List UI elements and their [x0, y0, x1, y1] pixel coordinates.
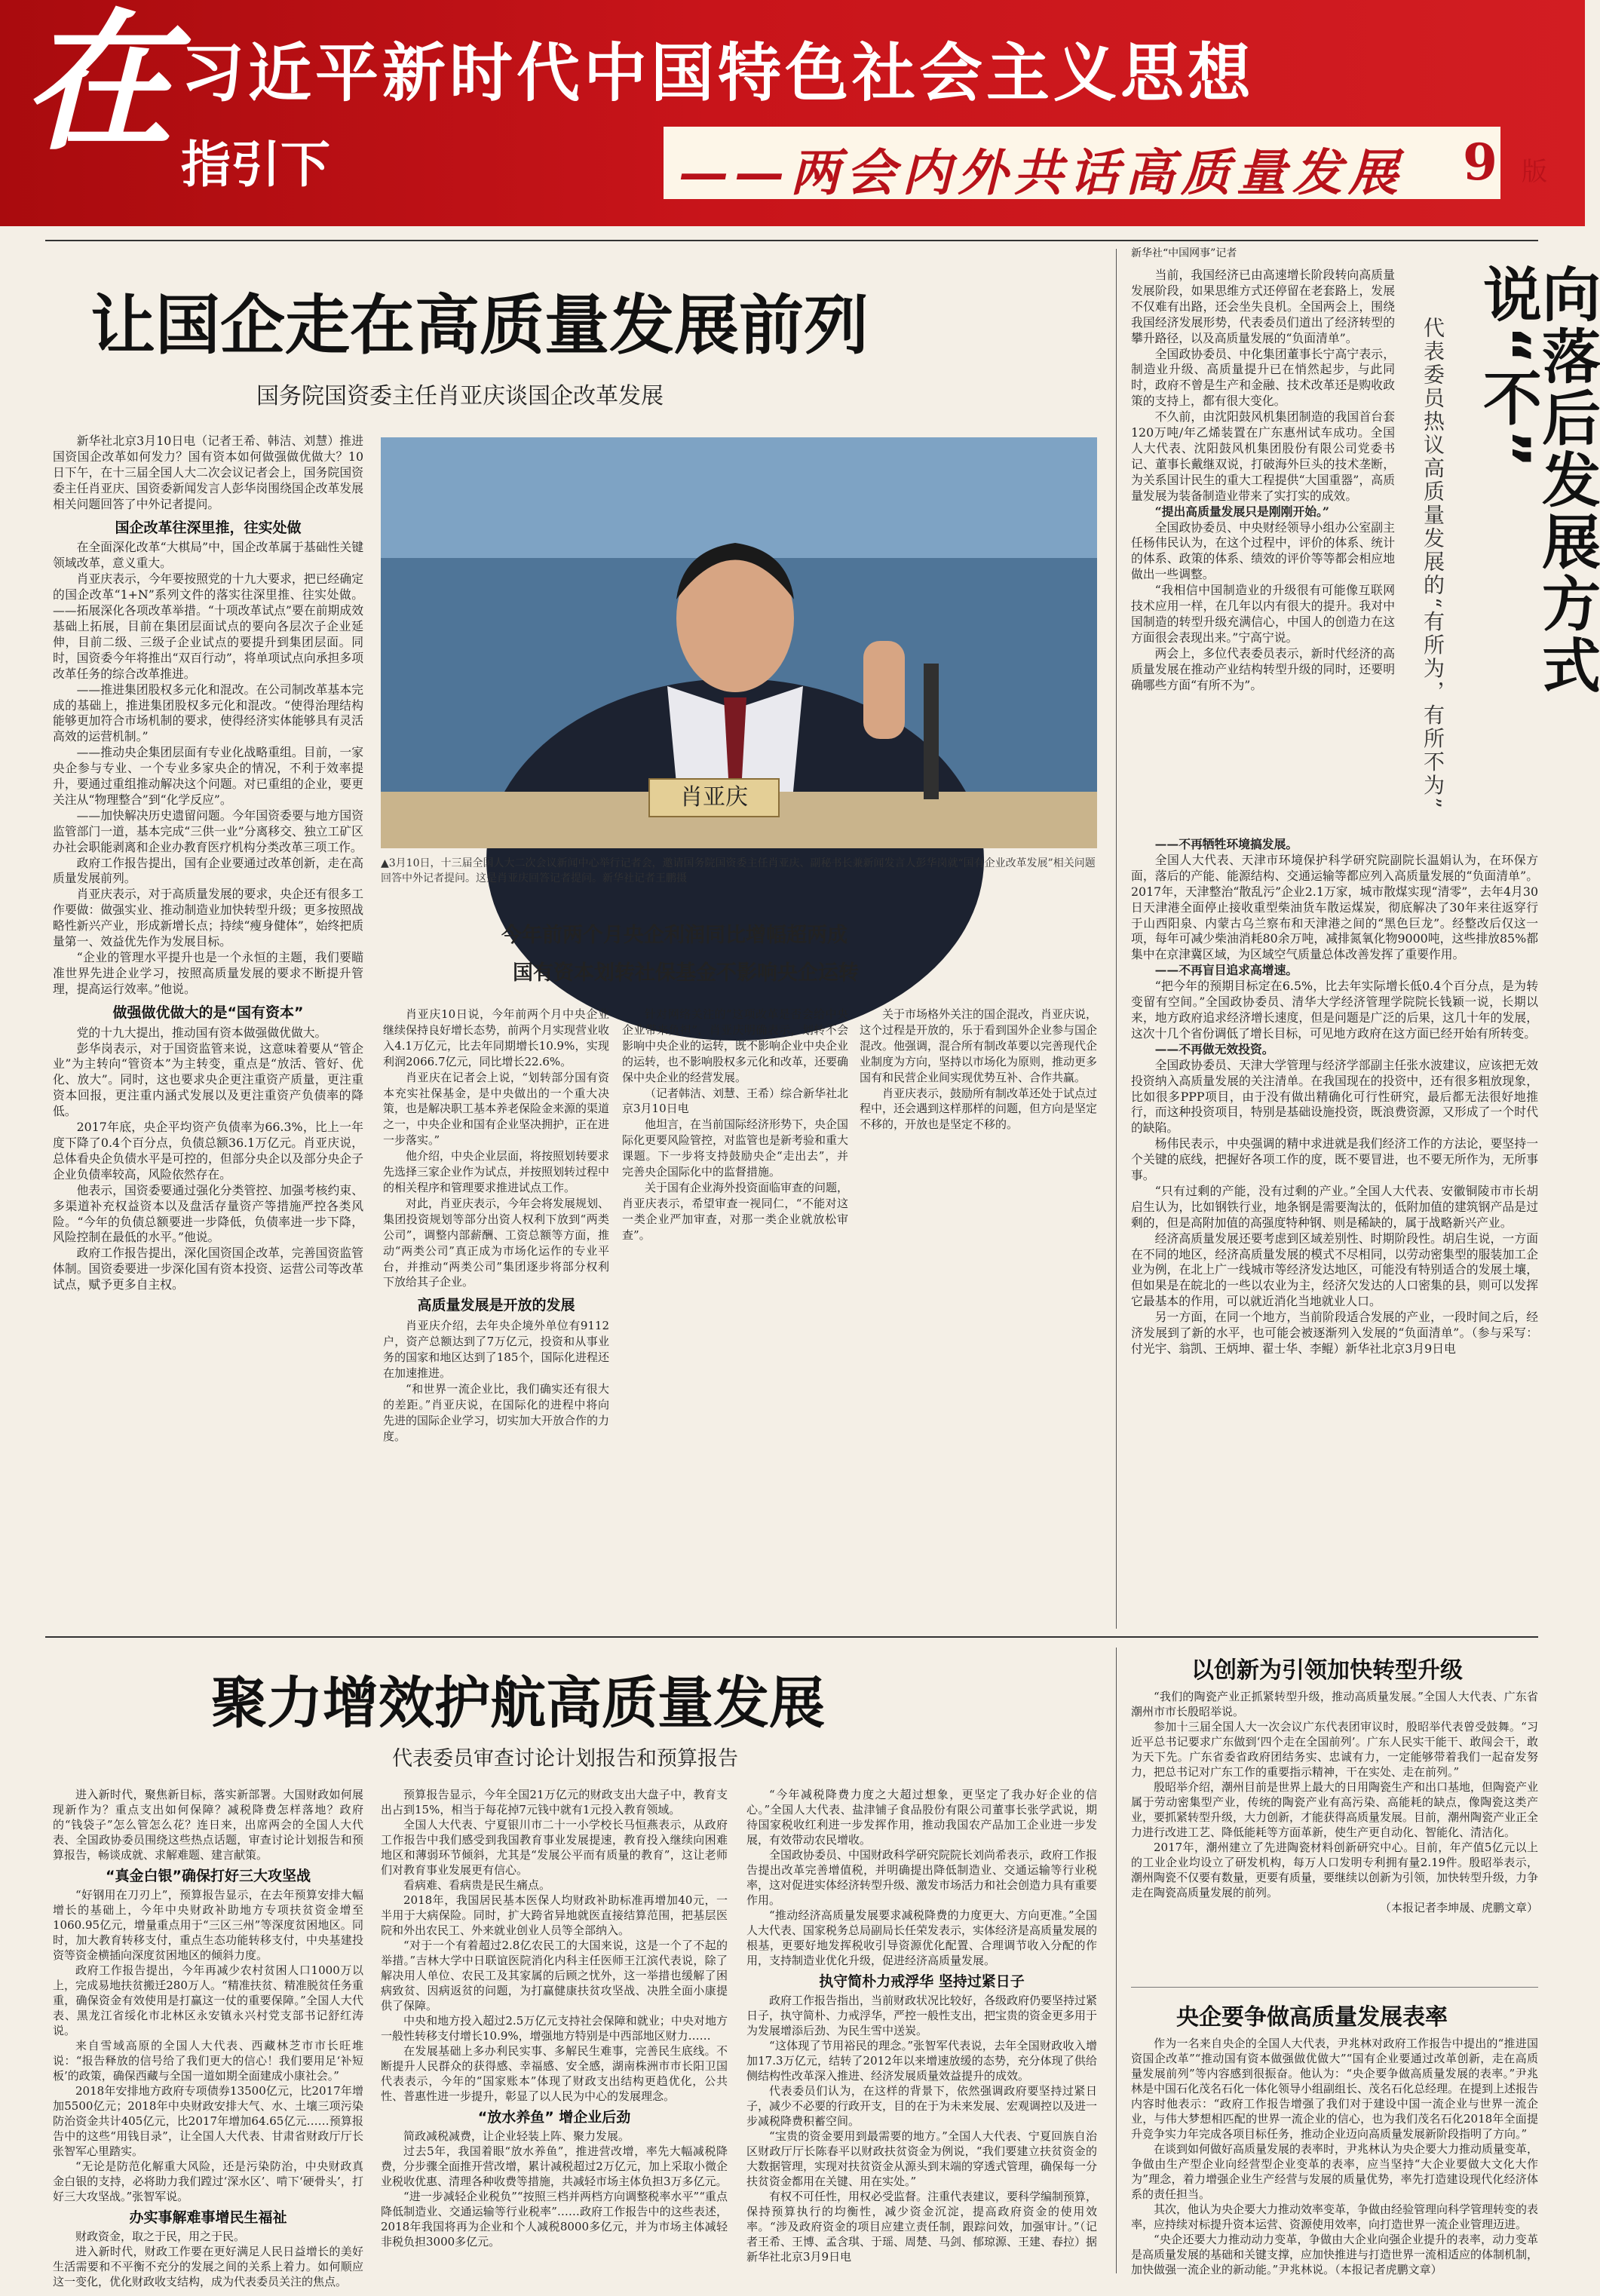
paragraph: 政府工作报告提出，今年再减少农村贫困人口1000万以上，完成易地扶贫搬迁280万人。“精准扶贫、精准脱贫任务重重，确保资金有效使用是打赢这一仗的重要保障。”全国人大代表、黑龙江省绥化市北林区永安镇永兴村党支部书记舒红涛说。 [53, 1963, 363, 2037]
byline: （本报记者李坤晟、虎鹏文章） [1379, 1901, 1538, 1914]
paragraph: 全国政协委员、天津大学管理与经济学部副主任张水波建议，应该把无效投资纳入高质量发展的关注清单。在我国现在的投资中，还有很多粗放现象，比如很多PPP项目，由于没有做出精确化可行性研究，最后都无法很好地推行，而这种投资项目，特别是基础设施投资，既浪费资源，又形成了一个时代的缺陷。 [1131, 1057, 1538, 1136]
paragraph: 在发展基础上多办利民实事、多解民生难事，完善民生底线。不断提升人民群众的获得感、幸福感、安全感，湖南株洲市市长阳卫国代表表示，今年的“国家账本”体现了财政支出结构更趋优化，公共性、普惠性进一步提升，彰显了以人民为中心的发展理念。 [381, 2044, 728, 2103]
name-plate: 肖亚庆 [648, 778, 780, 817]
article1-mid-head1: 今年前两个月央企利润同比增幅超两成 [501, 924, 848, 947]
paragraph: 2018年，我国居民基本医保人均财政补助标准再增加40元，一半用于大病保险。同时，扩大跨省异地就医直接结算范围，把基层医院和外出农民工、外来就业创业人员等全部纳入。 [381, 1893, 728, 1937]
paragraph: 他介绍，中央企业层面，将按照划转要求先选择三家企业作为试点，并按照划转过程中的相关程序和管理要求推进试点工作。 [383, 1149, 610, 1194]
paragraph: “和世界一流企业比，我们确实还有很大的差距。”肖亚庆说，在国际化的进程中将向先进的国际企业学习，切实加大开放合作的力度。 [383, 1381, 610, 1443]
article2-section-heading: 办实事解难事增民生福祉 [129, 2209, 287, 2226]
side-article-title: 向落后发展方式说“不” [1473, 264, 1600, 697]
masthead-line2: 指引下 [181, 136, 330, 194]
paragraph: 参加十三届全国人大一次会议广东代表团审议时，殷昭举代表曾受鼓舞。“习近平总书记要求广东做到‘四个走在全国前列’。广东人民实干能干、敢闯会干，敢为天下先。广东省委省政府团结务实、忠诚有力，一定能够带着我们一起奋发努力，把总书记对广东工作的重要指示精神，干在实处、走在前列。” [1131, 1720, 1538, 1779]
paragraph: 政府工作报告指出，当前财政状况比较好，各级政府仍要坚持过紧日子，执守简朴、力戒浮华，严控一般性支出，把宝贵的资金更多用于为发展增添后劲、为民生雪中送炭。 [746, 1994, 1098, 2037]
column-rule [1116, 1648, 1117, 2273]
paragraph: “我们的陶瓷产业正抓紧转型升级，推动高质量发展。”全国人大代表、广东省潮州市市长殷昭举说。 [1131, 1690, 1538, 1718]
article2-subtitle: 代表委员审查讨论计划报告和预算报告 [392, 1747, 738, 1770]
paragraph: 杨伟民表示，中央强调的精中求进就是我们经济工作的方法论，要坚持一个关键的底线，把握好各项工作的度，既不要冒进，也不要无所作为，无所事事。 [1131, 1136, 1538, 1183]
paragraph: 简政减税减费，让企业轻装上阵、聚力发展。 [403, 2129, 630, 2143]
paragraph: （记者韩洁、刘慧、王希）综合新华社北京3月10日电 [622, 1086, 849, 1116]
paragraph: 2018年安排地方政府专项债券13500亿元，比2017年增加5500亿元；2018年中央财政安排大气、水、土壤三项污染防治资金共计405亿元，比2017年增加64.65亿元……预算报告中的这些“用钱目录”，让全国人大代表、甘肃省财政厅厅长张智军心里踏实。 [53, 2084, 363, 2158]
paragraph: 殷昭举介绍，潮州目前是世界上最大的日用陶瓷生产和出口基地，但陶瓷产业属于劳动密集型产业，传统的陶瓷产业有高污染、高能耗的缺点，像陶瓷这类产业，要抓紧转型升级，大力创新，才能获得高质量发展。目前，潮州陶瓷产业正全力进行改进工艺、降低能耗等方面革新，使生产更自动化、智能化、清洁化。 [1131, 1780, 1539, 1839]
paragraph: “央企还要大力推动动力变革，争做由大企业向强企业提升的表率，动力变革是高质量发展的基础和关键支撑，应加快推进与打造世界一流相适应的体制机制，加快做强一流企业的新动能。”尹兆林说。（本报记者虎鹏文章） [1131, 2233, 1539, 2276]
paragraph: 肖亚庆表示，鼓励所有制改革还处于试点过程中，还会遇到这样那样的问题，但方向是坚定不移的，开放也是坚定不移的。 [860, 1086, 1098, 1132]
paragraph: 进入新时代，财政工作要在更好满足人民日益增长的美好生活需要和不平衡不充分的发展之间的关系上着力。如何顺应这一变化，优化财政收支结构，成为代表委员关注的焦点。 [53, 2245, 363, 2288]
divider [45, 240, 1538, 241]
divider [45, 1636, 1538, 1638]
paragraph: 他表示，国资委要通过强化分类管控、加强考核约束、多渠道补充权益资本以及盘活存量资产等措施严控各类风险。“今年的负债总额要进一步降低，负债率进一步下降，风险控制在最低的水平。”他说。 [53, 1182, 363, 1245]
paragraph: 看病难、看病贵是民生痛点。 [403, 1878, 551, 1892]
paragraph: 肖亚庆介绍，去年央企境外单位有9112户，资产总额达到了7万亿元，投资和从事业务的国家和地区达到了185个，国际化进程还在加速推进。 [383, 1319, 609, 1380]
paragraph: “只有过剩的产能，没有过剩的产业。”全国人大代表、安徽铜陵市市长胡启生认为，比如钢铁行业，地条钢是需要淘汰的，低附加值的建筑钢产品是过剩的，但是高附加值的高强度特种钢、则是稀缺的，属于战略新兴产业。 [1131, 1183, 1538, 1230]
side-article-column-top [1131, 268, 1395, 833]
paragraph: “今年减税降费力度之大超过想象，更坚定了我办好企业的信心。”全国人大代表、盐津铺子食品股份有限公司董事长张学武说，期待国家税收红利进一步发挥作用，推动我国农产品加工企业进一步发展，有效带动农民增收。 [746, 1788, 1097, 1847]
paragraph: 全国人大代表、宁夏银川市二十一小学校长马恒燕表示，从政府工作报告中我们感受到我国教育事业发展提速，教育投入继续向困难地区和薄弱环节倾斜，尤其是“发展公平而有质量的教育”，这让老师们对教育事业发展更有信心。 [381, 1818, 728, 1877]
paragraph: 政府工作报告提出，国有企业要通过改革创新，走在高质量发展前列。 [53, 855, 363, 886]
paragraph: 过去5年，我国着眼“放水养鱼”，推进营改增，率先大幅减税降费，分步骤全面推开营改增，累计减税超过2万亿元，加上采取小微企业税收优惠、清理各种收费等措施，共减轻市场主体负担3万多亿元。 [381, 2144, 728, 2188]
paragraph: 两会上，多位代表委员表示，新时代经济的高质量发展在推动产业结构转型升级的同时，还要明确哪些方面“有所不为”。 [1131, 645, 1395, 692]
side-section-heading: ——不再盲目追求高增速。 [1154, 963, 1298, 978]
paragraph: “对于一个有着超过2.8亿农民工的大国来说，这是一个了不起的举措。”吉林大学中日联谊医院消化内科主任医师王江滨代表说，除了解决用人单位、农民工及其家属的后顾之忧外，这一举措也缓解了困病致贫、因病返贫的问题，为打赢健康扶贫攻坚战、决胜全面小康提供了保障。 [381, 1939, 728, 2012]
article2-section-heading: “放水养鱼” 增企业后劲 [477, 2109, 631, 2126]
paragraph: 全国政协委员、中央财经领导小组办公室副主任杨伟民认为，在这个过程中，评价的体系、统计的体系、政策的体系、绩效的评价等等都会相应地做出一些调整。 [1131, 520, 1395, 582]
paragraph: 有权不可任性，用权必受监督。注重代表建议，要科学编制预算，保持预算执行的均衡性，减少资金沉淀，提高政府资金的使用效率。“涉及政府资金的项目应建立责任制，跟踪问效，加强审计。”（记者王希、王博、孟含琪、于瑶、周楚、马剑、郁琼源、王建、春拉）据新华社北京3月9日电 [746, 2190, 1098, 2264]
article3-title: 以创新为引领加快转型升级 [1191, 1657, 1463, 1684]
article1-subtitle: 国务院国资委主任肖亚庆谈国企改革发展 [256, 383, 664, 409]
article2-lead: 进入新时代，聚焦新目标，落实新部署。大国财政如何展现新作为？重点支出如何保障？减税降费怎样落地？政府的“钱袋子”怎么管怎么花？连日来，出席两会的全国人大代表、全国政协委员围绕这些热点话题，审查讨论计划报告和预算报告，畅谈成就、求解难题、建言献策。 [53, 1788, 363, 1862]
paragraph: 对此，肖亚庆表示，今年会将发展规划、集团投资规划等部分出资人权利下放到“两类公司”，调整内部薪酬、工资总额等方面，推动“两类公司”真正成为市场化运作的专业平台，并推动“两类公司”集团逐步将部分权利下放给其子企业。 [383, 1196, 610, 1289]
paragraph: 当前，我国经济已由高速增长阶段转向高质量发展阶段，如果思维方式还停留在老套路上，发展不仅难有出路，还会坐失良机。全国两会上，围绕我国经济发展形势，代表委员们道出了经济转型的攀升路径，以及高质量发展的“负面清单”。 [1131, 268, 1395, 345]
article1-column-mid1 [383, 1007, 609, 1553]
article1-column-mid3 [860, 1007, 1097, 1553]
paragraph: 代表委员们认为，在这样的背景下，依然强调政府要坚持过紧日子，减少不必要的行政开支，目的在于为未来发展、宏观调控以及进一步减税降费积蓄空间。 [746, 2084, 1098, 2128]
paragraph: 中央和地方投入超过2.5万亿元支持社会保障和就业；中央对地方一般性转移支付增长10.9%，增强地方特别是中西部地区财力…… [381, 2014, 728, 2043]
paragraph: “企业的管理水平提升也是一个永恒的主题，我们要瞄准世界先进企业学习，按照高质量发展的要求不断提升管理，提高运行效率。”他说。 [53, 950, 363, 996]
article1-title: 让国企走在高质量发展前列 [90, 288, 869, 363]
paragraph: ——推动央企集团层面有专业化战略重组。目前，一家央企参与专业、一个专业多家央企的情况，不利于效率提升，要通过重组推动解决这个问题。对已重组的企业，要更关注从“物理整合”到“化学反应”。 [53, 745, 363, 807]
paragraph: 经济高质量发展还要考虑到区域差别性、时期阶段性。胡启生说，一方面在不同的地区，经济高质量发展的模式不尽相同，以劳动密集型的服装加工企业为例，在北上广一线城市等经济发达地区，可能没有特别适合的发展土壤，但如果是在皖北的一些以农业为主，经济欠发达的人口密集的县，则可以发挥它最基本的作用，可以就近消化当地就业人口。 [1131, 1231, 1538, 1309]
side-section-heading: ——不再牺牲环境搞发展。 [1154, 837, 1298, 851]
paragraph: ——加快解决历史遗留问题。今年国资委要与地方国资监管部门一道，基本完成“三供一业”分离移交、独立工矿区办社会职能剥离和企业办教育医疗机构分类改革三项工作。 [53, 808, 363, 854]
article2-column-1 [53, 1787, 363, 2288]
article4-title: 央企要争做高质量发展表率 [1176, 2004, 1448, 2031]
side-section-heading: ——不再做无效投资。 [1154, 1041, 1274, 1056]
article1-section-heading: 做强做优做大的是“国有资本” [112, 1004, 304, 1021]
photo-caption: ▲3月10日，十三届全国人大二次会议新闻中心举行记者会，邀请国务院国资委主任肖亚庆、副秘书长兼新闻发言人彭华岗就“国有企业改革发展”相关问题回答中外记者提问。这是肖亚庆回答记者提问。新华社记者王鹏摄 [381, 857, 1096, 884]
paragraph: 全国政协委员、中化集团董事长宁高宁表示，制造业升级、高质量提升已在悄然起步，与此同时，政府不曾是生产和金融、技术改革还是购收政策的支持上，都有很大变化。 [1131, 346, 1395, 409]
article2-column-2 [381, 1787, 728, 2270]
masthead-line1: 习近平新时代中国特色社会主义思想 [181, 36, 1255, 110]
column-rule [1116, 249, 1117, 1629]
article1-mid-head2: 国有资本划转社保基金不影响央企运转 [513, 961, 859, 985]
paragraph: 在全面深化改革“大棋局”中，国企改革属于基础性关键领域改革，意义重大。 [53, 540, 363, 571]
paragraph: 2017年底，央企平均资产负债率为66.3%，比上一年度下降了0.4个百分点，负债总额36.1万亿元。肖亚庆说，总体看央企负债水平是可控的，但部分央企以及部分央企子企业负债率较高，风险依然存在。 [53, 1120, 363, 1182]
paragraph: ——推进集团股权多元化和混改。在公司制改革基本完成的基础上，推进集团股权多元化和混改。“使得治理结构能够更加符合市场机制的要求，使得经济实体能够具有灵活高效的运营机制。” [53, 682, 363, 744]
photo-xiao-yaqing [381, 437, 1097, 848]
article1-column-mid2 [622, 1007, 848, 1553]
paragraph: “无论是防范化解重大风险，还是污染防治，中央财政真金白银的支持，必将助力我们蹚过‘深水区’、啃下‘硬骨头’，打好三大攻坚战。”张智军说。 [53, 2160, 363, 2203]
paragraph: 不久前，由沈阳鼓风机集团制造的我国首台套120万吨/年乙烯装置在广东惠州试车成功。全国人大代表、沈阳鼓风机集团股份有限公司党委书记、董事长戴继双说，打破海外巨头的技术垄断，为关系国计民生的重大工程提供“大国重器”，高质量发展为装备制造业带来了实打实的成效。 [1131, 409, 1395, 503]
paragraph: 在谈到如何做好高质量发展的表率时，尹兆林认为央企要大力推动质量变革，争做由生产型企业向经营型企业变革的表率，应当坚持“大企业要做大文化大作为”理念，着力增强企业生产经营与发展的质量优势，率先打造建设现代化经济体系的责任担当。 [1131, 2142, 1539, 2201]
paragraph: 政府工作报告提出，深化国资国企改革，完善国资监管体制。国资委要进一步深化国有资本投资、运营公司等改革试点，赋予更多自主权。 [53, 1246, 363, 1292]
side-byline: 新华社“中国网事”记者 [1131, 247, 1237, 259]
article1-lead: 新华社北京3月10日电（记者王希、韩洁、刘慧）推进国资国企改革如何发力？国有资本如何做强做优做大？10日下午，在十三届全国人大二次会议记者会上，国务院国资委主任肖亚庆、国资委新闻发言人彭华岗围绕国企改革发展相关问题回答了中外记者提问。 [53, 434, 363, 511]
paragraph: “我相信中国制造业的升级很有可能像互联网技术应用一样，在几年以内有很大的提升。我对中国制造的转型升级充满信心，中国人的创造力在这方面很会表现出来。”宁高宁说。 [1131, 583, 1395, 645]
article2-section-heading: 执守简朴力戒浮华 坚持过紧日子 [819, 1973, 1025, 1990]
paragraph: 作为一名来自央企的全国人大代表，尹兆林对政府工作报告中提出的“推进国资国企改革”“推动国有资本做强做优做大”“国有企业要通过改革创新，走在高质量发展前列”等内容感到很振奋。他认为：“央企要争做高质量发展的表率。”尹兆林是中国石化茂名石化一体化领导小组副组长、茂名石化总经理。在提到上述报告内容时他表示：“政府工作报告增强了我们对于建设中国一流企业与世界一流企业，与伟大梦想相匹配的世界一流企业的信心，也为我们茂名石化2018年全面提升竞争实力年完成各项目标任务，推动企业迈向高质量发展新阶段指明了方向。” [1131, 2037, 1539, 2141]
paragraph: 全国政协委员、中国财政科学研究院院长刘尚希表示，政府工作报告提出改革完善增值税，并明确提出降低制造业、交通运输等行业税率，这对促进实体经济转型升级、激发市场活力和社会创造力具有重要作用。 [746, 1848, 1098, 1907]
paragraph: 彭华岗表示，对于国资监管来说，这意味着要从“管企业”为主转向“管资本”为主转变，重点是“放活、管好、优化、放大”。同时，这也要求央企更注重资产质量，更注重资本回报，更注重内涵式发展以及更注重资产负债率的降低。 [53, 1041, 363, 1119]
paragraph: “把今年的预期目标定在6.5%，比去年实际增长低0.4个百分点，是为转变留有空间。”全国政协委员、清华大学经济管理学院院长钱颖一说，长期以来，地方政府追求经济增长速度，但是问题是广泛的后果，这几十年的发展，这次十几个省份调低了增长目标，可见地方政府在这方面已经开始有所转变。 [1131, 979, 1538, 1041]
paragraph: “这体现了节用裕民的理念。”张智军代表说，去年全国财政收入增加17.3万亿元，结转了2012年以来增速放缓的态势，充分体现了供给侧结构性改革深入推进、经济发展质量效益提升的成效。 [746, 2039, 1097, 2083]
paragraph: “好钢用在刀刃上”，预算报告显示，在去年预算安排大幅增长的基础上，今年中央财政补助地方专项扶贫资金增至1060.95亿元，增量重点用于“三区三州”等深度贫困地区。同时，加大教育转移支付，重点生态功能转移支付，中央基建投资等资金横插向深度贫困地区的倾斜力度。 [53, 1888, 363, 1962]
side-article-column-bottom [1131, 837, 1538, 1629]
paragraph: 肖亚庆表示，对于高质量发展的要求，央企还有很多工作要做：做强实业、推动制造业加快转型升级；更多按照战略性新兴产业，形成新增长点；持续“瘦身健体”，始终把质量第一、效益优先作为发展目标。 [53, 887, 363, 949]
article2-section-heading: “真金白银”确保打好三大攻坚战 [106, 1868, 311, 1884]
paragraph: 来自雪域高原的全国人大代表、西藏林芝市市长旺堆说：“报告释放的信号给了我们更大的信心！我们要用足‘补短板’的政策，确保西藏与全国一道如期全面建成小康社会。” [53, 2039, 363, 2083]
paragraph: “宝贵的资金要用到最需要的地方。”全国人大代表、宁夏回族自治区财政厅厅长陈春平以财政扶贫资金为例说，“我们要建立扶贫资金的大数据管理，实现对扶贫资金从源头到末端的穿透式管理，确保每一分扶贫资金都用在关键、用在实处。” [746, 2129, 1098, 2188]
article1-column-left [53, 434, 363, 1553]
paragraph: 肖亚庆10日说，今年前两个月中央企业继续保持良好增长态势，前两个月实现营业收入4.1万亿元，比去年同期增长10.9%，实现利润2066.7亿元，同比增长22.6%。 [383, 1007, 610, 1068]
paragraph: 另一方面，在同一个地方，当前阶段适合发展的产业，一段时间之后，经济发展到了新的水平，也可能会被逐渐列入发展的“负面清单”。（参与采写：付光宇、翁凯、王炳坤、翟士华、李鲲）新华社北京3月9日电 [1131, 1310, 1538, 1356]
paragraph: 党的十九大提出，推动国有资本做强做优做大。 [76, 1025, 327, 1040]
paragraph: 肖亚庆表示，今年要按照党的十九大要求，把已经确定的国企改革“1+N”系列文件的落实往深里推、往实处做。——拓展深化各项改革举措。“十项改革试点”要在前期成效基础上拓展，目前在集团层面试点的要向各层次子企业延伸，目前二级、三级子企业试点的要提升到集团层面。同时，国资委今年将推出“双百行动”，将单项试点向承担多项改革任务的综合改革推进。 [53, 572, 363, 681]
paragraph: 财政资金，取之于民，用之于民。 [75, 2230, 246, 2243]
paragraph: “推动经济高质量发展要求减税降费的力度更大、方向更准。”全国人大代表、国家税务总局副局长任荣发表示，实体经济是高质量发展的根基，更要好地发挥税收引导资源优化配置、合理调节收入分配的作用，支持制造业优化升级，促进经济高质量发展。 [746, 1908, 1098, 1967]
paragraph: 其次，他认为央企要大力推动效率变革，争做由经验管理向科学管理转变的表率，应持续对标提升资本运营、资源使用效率，向打造世界一流企业管理迈进。 [1131, 2203, 1539, 2231]
paragraph: 全国人大代表、天津市环境保护科学研究院副院长温娟认为，在环保方面，落后的产能、能源结构、交通运输等都应列入高质量发展的“负面清单”。2017年，天津整治“散乱污”企业2.1万家，城市散煤实现“清零”，去年4月30日天津港全面停止接收重型柴油货车散运煤炭，彻底解决了30年来往返穿行于山西阳泉、内蒙古乌兰察布和天津港之间的“黑色巨龙”。经整改后仅这一项，每年可减少柴油消耗80余万吨，减排氮氧化物9000吨，这些排放85%都集中在京津冀区域，为区域空气质量总体改善发挥了重要作用。 [1131, 852, 1538, 962]
page-number: 9 [1463, 133, 1497, 192]
article4-body [1131, 2036, 1539, 2276]
masthead-big-char: 在 [23, 0, 174, 171]
paragraph: 预算报告显示，今年全国21万亿元的财政支出大盘子中，教育支出占到15%，相当于每花掉7元钱中就有1元投入教育领域。 [381, 1788, 728, 1816]
masthead-subtitle: ——两会内外共话高质量发展 [679, 143, 1404, 202]
paragraph: 关于市场格外关注的国企混改，肖亚庆说，这个过程是开放的，乐于看到国外企业参与国企混改。他强调，混合所有制改革要以完善现代企业制度为方向，坚持以市场化为原则，推动更多国有和民营企业间实现优势互补、合作共赢。 [860, 1007, 1098, 1084]
article2-title: 聚力增效护航高质量发展 [211, 1671, 825, 1736]
side-article-subtitle: 代表委员热议高质量发展的“有所为，有所不为” [1421, 317, 1445, 811]
paragraph: 他坦言，在当前国际经济形势下，央企国际化更要风险管控，对监管也是新考验和重大课题。下一步将支持鼓励央企“走出去”，并完善央企国际化中的监督措施。 [622, 1117, 849, 1179]
article2-column-3 [746, 1787, 1097, 2270]
paragraph: 针对网络关注的“这项改革是否会给中央企业带来负担”，肖亚庆明确表示，划转不会影响中央企业的运转，既不影响企业中央企业的运转，也不影响股权多元化和改革，还要确保中央企业的经营发展。 [622, 1007, 849, 1084]
article3-body [1131, 1689, 1538, 1976]
article1-section-heading: 国企改革往深里推，往实处做 [115, 519, 302, 536]
paragraph: “进一步减轻企业税负”“按照三档并两档方向调整税率水平”“重点降低制造业、交通运输等行业税率”……政府工作报告中的这些表述，2018年我国将再为企业和个人减税8000多亿元，并为市场主体减轻非税负担3000多亿元。 [381, 2190, 728, 2248]
paragraph: 关于国有企业海外投资面临审查的问题，肖亚庆表示，希望审查一视同仁，“不能对这一类企业严加审查，对那一类企业就放松审查”。 [622, 1180, 849, 1242]
paragraph: 肖亚庆在记者会上说，“划转部分国有资本充实社保基金，是中央做出的一个重大决策，也是解决职工基本养老保险金来源的渠道之一，中央企业和国有企业坚决拥护，正在进一步落实。” [383, 1070, 610, 1148]
side-section-heading: “提出高质量发展只是刚刚开始。” [1154, 504, 1330, 519]
paragraph: 2017年，潮州建立了先进陶瓷材料创新研究中心。目前，年产值5亿元以上的工业企业均设立了研发机构，每万人口发明专利拥有量2.19件。殷昭举表示，潮州陶瓷不仅要有数量，更要有质量，要继续以创新为引领，加快转型升级，力争走在陶瓷高质量发展的前列。 [1131, 1841, 1539, 1899]
divider [1131, 1987, 1538, 1988]
page-number-unit: 版 [1522, 157, 1547, 187]
article1-section-heading: 高质量发展是开放的发展 [417, 1297, 575, 1314]
